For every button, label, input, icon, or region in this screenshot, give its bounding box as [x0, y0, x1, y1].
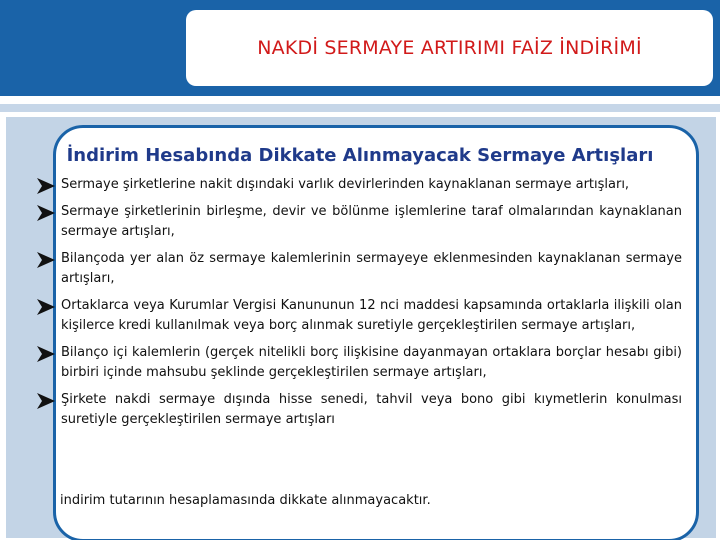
- bullet-item: [36, 202, 682, 243]
- bullet-text: Sermaye şirketlerinin birleşme, devir ve bölünme işlemlerine taraf olmalarından kaynaklanan sermaye artışları,: [61, 203, 682, 239]
- bullet-text: Bilançoda yer alan öz sermaye kalemlerinin sermayeye eklenmesinden kaynaklanan sermaye artışları,: [61, 250, 682, 286]
- bullet-text: Şirkete nakdi sermaye dışında hisse senedi, tahvil veya bono gibi kıymetlerin konulması suretiyle gerçekleştirilen sermaye artışları: [61, 391, 682, 427]
- bullet-text: Ortaklarca veya Kurumlar Vergisi Kanununun 12 nci maddesi kapsamında ortaklarla ilişkili olan kişilerce kredi kullanılmak veya borç alınmak suretiyle gerçekleştirilen sermaye artışları,: [61, 297, 682, 333]
- arrow-bullet-icon: [36, 392, 56, 410]
- arrow-bullet-icon: [36, 177, 56, 195]
- separator-bar: [0, 104, 720, 112]
- bullet-item: [36, 296, 682, 337]
- bullet-text: Bilanço içi kalemlerin (gerçek nitelikli borç ilişkisine dayanmayan ortaklara borçlar hesabı gibi) birbiri içinde mahsubu şeklinde gerçekleştirilen sermaye artışları,: [61, 344, 682, 380]
- bullet-item: [36, 175, 682, 196]
- bullet-item: [36, 343, 682, 384]
- arrow-bullet-icon: [36, 298, 56, 316]
- arrow-bullet-icon: [36, 204, 56, 222]
- arrow-bullet-icon: [36, 251, 56, 269]
- slide-title: NAKDİ SERMAYE ARTIRIMI FAİZ İNDİRİMİ: [257, 37, 642, 59]
- bullet-item: [36, 390, 682, 431]
- arrow-bullet-icon: [36, 345, 56, 363]
- bullet-list: [36, 175, 682, 437]
- title-box: [186, 10, 713, 86]
- bullet-item: [36, 249, 682, 290]
- bullet-text: Sermaye şirketlerine nakit dışındaki varlık devirlerinden kaynaklanan sermaye artışları,: [61, 177, 630, 192]
- footer-text: indirim tutarının hesaplamasında dikkate alınmayacaktır.: [60, 493, 431, 508]
- content-heading: İndirim Hesabında Dikkate Alınmayacak Sermaye Artışları: [66, 145, 654, 166]
